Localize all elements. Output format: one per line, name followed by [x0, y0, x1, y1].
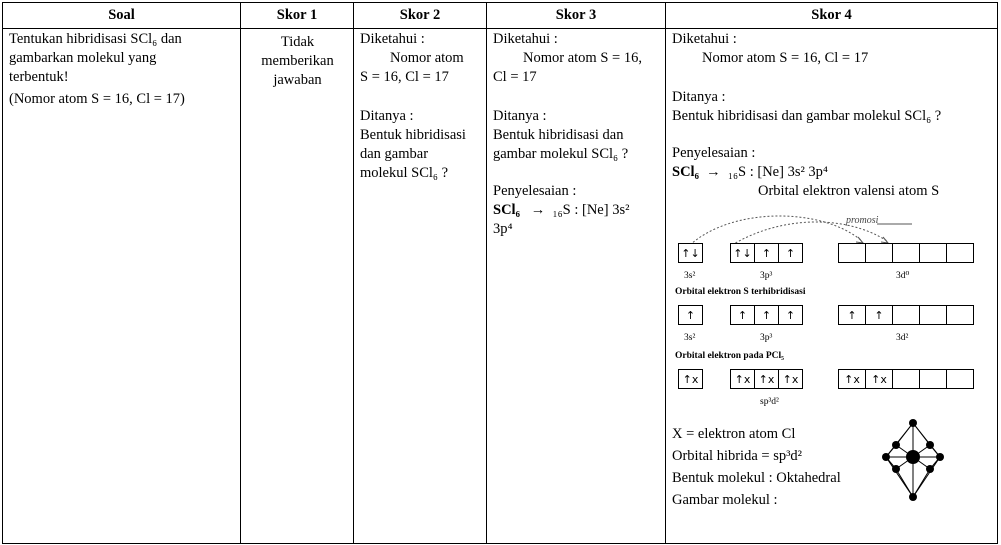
skor-2-cell	[354, 29, 487, 544]
orbital-diagram	[672, 207, 992, 419]
formula-config: ₁₆S : [Ne] 3s² 3p⁴	[727, 164, 828, 180]
soal-line: terbentuk!	[9, 69, 69, 85]
molecule-drawing-label: Gambar molekul :	[672, 492, 778, 508]
skor-1-line: Tidak	[280, 34, 315, 50]
known-values: S = 16, Cl = 17	[360, 69, 449, 85]
known-values: Nomor atom S = 16,	[523, 50, 642, 66]
header-row	[3, 3, 998, 29]
diketahui-label: Diketahui :	[672, 31, 737, 47]
question-line: Bentuk hibridisasi dan gambar molekul SCl₆ ?	[672, 108, 942, 124]
orbital-box: ↑↓	[678, 243, 703, 263]
pcl5-title: Orbital elektron pada PCl₅	[675, 351, 785, 361]
orbital-box: ↑x	[778, 369, 803, 389]
orbital-box	[892, 369, 920, 389]
question-line: Bentuk hibridisasi	[360, 127, 466, 143]
formula-molecule: SCl₆	[672, 164, 699, 180]
known-values: Cl = 17	[493, 69, 537, 85]
soal-line: Tentukan hibridisasi SCl₆ dan	[9, 31, 182, 47]
header-skor-2: Skor 2	[354, 3, 487, 29]
arrow-icon: →	[706, 164, 721, 180]
conclusion-block	[672, 423, 992, 511]
skor-1-line: jawaban	[273, 72, 322, 88]
orbital-box	[919, 369, 947, 389]
orbital-box	[946, 305, 974, 325]
orbital-label: 3p³	[760, 271, 773, 281]
skor-3-cell	[487, 29, 666, 544]
header-soal: Soal	[3, 3, 241, 29]
known-values: Nomor atom	[390, 50, 464, 66]
orbital-box: ↑	[730, 305, 755, 325]
orbital-box: ↑x	[754, 369, 779, 389]
orbital-box: ↑	[754, 305, 779, 325]
octahedral-molecule-icon	[882, 419, 944, 501]
penyelesaian-label: Penyelesaian :	[672, 145, 756, 161]
question-line: molekul SCl₆ ?	[360, 165, 449, 181]
ditanya-label: Ditanya :	[672, 89, 726, 105]
orbital-box: ↑x	[838, 369, 866, 389]
orbital-box: ↑	[778, 243, 803, 263]
row1-d-orbitals	[839, 243, 974, 263]
header-skor-1: Skor 1	[241, 3, 354, 29]
orbital-box: ↑↓	[730, 243, 755, 263]
electron-config	[493, 201, 660, 220]
orbital-box	[946, 369, 974, 389]
row2-p-orbitals	[731, 305, 803, 325]
orbital-box: ↑	[754, 243, 779, 263]
diketahui-label: Diketahui :	[493, 31, 558, 47]
orbital-box: ↑	[838, 305, 866, 325]
formula-config: ₁₆S : [Ne] 3s²	[552, 202, 630, 218]
molecular-shape: Bentuk molekul : Oktahedral	[672, 470, 841, 486]
orbital-box: ↑	[678, 305, 703, 325]
formula-molecule: SCl₆	[493, 202, 520, 218]
question-line: Bentuk hibridisasi dan	[493, 127, 624, 143]
question-line: gambar molekul SCl₆ ?	[493, 146, 629, 162]
header-skor-4: Skor 4	[666, 3, 998, 29]
penyelesaian-label: Penyelesaian :	[493, 183, 577, 199]
row1-p-orbitals	[731, 243, 803, 263]
orbital-label: 3p³	[760, 333, 773, 343]
orbital-box	[838, 243, 866, 263]
promosi-label: promosi	[846, 215, 879, 226]
orbital-box	[865, 243, 893, 263]
electron-config	[672, 163, 992, 182]
orbital-box: ↑x	[730, 369, 755, 389]
skor-1-cell	[241, 29, 354, 544]
question-line: dan gambar	[360, 146, 429, 162]
known-values: Nomor atom S = 16, Cl = 17	[702, 50, 869, 66]
content-row	[3, 29, 998, 544]
orbital-label: sp³d²	[760, 397, 779, 407]
soal-line: gambarkan molekul yang	[9, 50, 157, 66]
x-definition: X = elektron atom Cl	[672, 426, 796, 442]
row3-p-orbitals	[731, 369, 803, 389]
orbital-box: ↑x	[865, 369, 893, 389]
orbital-box: ↑	[865, 305, 893, 325]
orbital-box: ↑x	[678, 369, 703, 389]
orbital-box	[919, 243, 947, 263]
orbital-box	[892, 243, 920, 263]
rubric-table	[2, 2, 998, 544]
orbital-box	[892, 305, 920, 325]
row2-d-orbitals	[839, 305, 974, 325]
ditanya-label: Ditanya :	[360, 108, 414, 124]
orbital-box	[946, 243, 974, 263]
row2-s-orbitals	[679, 305, 703, 325]
hybridized-title: Orbital elektron S terhibridisasi	[675, 287, 806, 297]
orbital-title: Orbital elektron valensi atom S	[758, 183, 940, 199]
orbital-label: 3d⁰	[896, 271, 910, 281]
orbital-label: 3s²	[684, 333, 696, 343]
row3-s-orbitals	[679, 369, 703, 389]
header-skor-3: Skor 3	[487, 3, 666, 29]
orbital-box	[919, 305, 947, 325]
diketahui-label: Diketahui :	[360, 31, 425, 47]
arrow-icon: →	[530, 202, 546, 218]
soal-atomic-numbers: (Nomor atom S = 16, Cl = 17)	[9, 91, 185, 107]
soal-cell	[3, 29, 241, 544]
formula-config-cont: 3p⁴	[493, 221, 513, 237]
orbital-box: ↑	[778, 305, 803, 325]
hybrid-orbital: Orbital hibrida = sp³d²	[672, 448, 803, 464]
row1-s-orbitals	[679, 243, 703, 263]
orbital-label: 3s²	[684, 271, 696, 281]
ditanya-label: Ditanya :	[493, 108, 547, 124]
orbital-label: 3d²	[896, 333, 909, 343]
skor-4-cell	[666, 29, 998, 544]
skor-1-line: memberikan	[261, 53, 334, 69]
row3-d-orbitals	[839, 369, 974, 389]
